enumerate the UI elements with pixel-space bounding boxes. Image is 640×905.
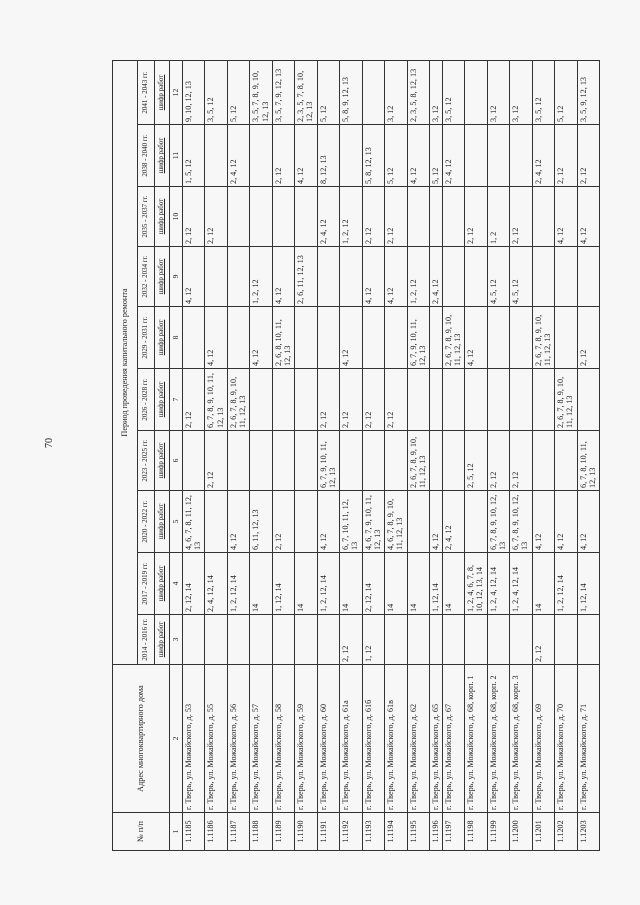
work-cipher-cell: 3, 12 <box>385 60 407 124</box>
work-cipher-cell: 1, 2, 12 <box>340 187 362 247</box>
row-address: г. Тверь, ул. Можайского, д. 58 <box>272 665 294 813</box>
table-row <box>510 60 532 850</box>
work-cipher-cell: 4, 12 <box>407 125 429 187</box>
row-address: г. Тверь, ул. Можайского, д. 68, корп. 1 <box>465 665 487 813</box>
work-cipher-cell: 2, 12 <box>510 187 532 247</box>
work-cipher-cell: 2, 12 <box>183 369 205 431</box>
column-index: 11 <box>170 125 183 187</box>
row-number: 1.1189 <box>272 813 294 851</box>
work-cipher-cell <box>340 125 362 187</box>
table-row <box>532 60 554 850</box>
work-cipher-cell: 6, 7, 10, 11, 12, 13 <box>340 491 362 553</box>
work-cipher-cell: 1, 12, 14 <box>272 553 294 615</box>
cipher-header: шифр работ <box>155 187 170 247</box>
work-cipher-cell: 2, 12 <box>317 369 339 431</box>
work-cipher-cell <box>442 615 464 665</box>
period-header: 2026 - 2028 гг. <box>138 369 155 431</box>
work-cipher-cell <box>429 369 442 431</box>
work-cipher-cell: 1, 12, 14 <box>577 553 600 615</box>
period-header: 2032 - 2034 гг. <box>138 247 155 307</box>
work-cipher-cell: 1, 2, 12 <box>407 247 429 307</box>
column-index: 3 <box>170 615 183 665</box>
period-header: 2041 - 2043 гг. <box>138 60 155 124</box>
col-num-header: № п/п <box>113 813 170 851</box>
work-cipher-cell: 4, 12 <box>205 307 227 369</box>
work-cipher-cell <box>205 247 227 307</box>
row-address: г. Тверь, ул. Можайского, д. 61а <box>340 665 362 813</box>
work-cipher-cell <box>362 431 384 491</box>
work-cipher-cell: 6, 7, 8, 9, 10, 12, 13 <box>487 491 509 553</box>
table-row <box>227 60 249 850</box>
work-cipher-cell: 1, 2, 4, 12, 14 <box>510 553 532 615</box>
work-cipher-cell <box>227 307 249 369</box>
work-cipher-cell: 4, 12 <box>555 187 577 247</box>
row-address: г. Тверь, ул. Можайского, д. 62 <box>407 665 429 813</box>
work-cipher-cell: 2, 6, 8, 10, 11, 12, 13 <box>272 307 294 369</box>
work-cipher-cell <box>272 431 294 491</box>
work-cipher-cell: 4, 12 <box>272 247 294 307</box>
table-row <box>577 60 600 850</box>
work-cipher-cell <box>295 615 317 665</box>
work-cipher-cell <box>295 431 317 491</box>
work-cipher-cell: 4, 12 <box>532 491 554 553</box>
work-cipher-cell <box>487 125 509 187</box>
work-cipher-cell: 14 <box>295 553 317 615</box>
row-address: г. Тверь, ул. Можайского, д. 70 <box>555 665 577 813</box>
work-cipher-cell: 2, 12 <box>465 187 487 247</box>
work-cipher-cell: 14 <box>442 553 464 615</box>
work-cipher-cell <box>183 431 205 491</box>
work-cipher-cell: 3, 5, 12 <box>442 60 464 124</box>
work-cipher-cell <box>227 187 249 247</box>
work-cipher-cell <box>250 187 272 247</box>
table-row <box>340 60 362 850</box>
work-cipher-cell: 5, 12 <box>227 60 249 124</box>
work-cipher-cell: 3, 5, 12 <box>532 60 554 124</box>
row-number: 1.1197 <box>442 813 464 851</box>
row-number: 1.1191 <box>317 813 339 851</box>
work-cipher-cell <box>317 247 339 307</box>
work-cipher-cell <box>465 491 487 553</box>
work-cipher-cell: 1, 2, 4, 12, 14 <box>487 553 509 615</box>
work-cipher-cell <box>442 187 464 247</box>
work-cipher-cell <box>340 431 362 491</box>
work-cipher-cell <box>362 60 384 124</box>
work-cipher-cell: 1, 2, 12, 14 <box>317 553 339 615</box>
period-header: 2038 - 2040 гг. <box>138 125 155 187</box>
work-cipher-cell <box>295 369 317 431</box>
work-cipher-cell <box>510 125 532 187</box>
column-index: 8 <box>170 307 183 369</box>
table-row <box>555 60 577 850</box>
table-row <box>442 60 464 850</box>
work-cipher-cell <box>555 307 577 369</box>
work-cipher-cell <box>465 60 487 124</box>
work-cipher-cell <box>407 369 429 431</box>
work-cipher-cell: 3, 5, 7, 9, 12, 13 <box>272 60 294 124</box>
work-cipher-cell: 3, 5, 9, 12, 13 <box>577 60 600 124</box>
row-number: 1.1199 <box>487 813 509 851</box>
work-cipher-cell <box>295 307 317 369</box>
cipher-header: шифр работ <box>155 369 170 431</box>
column-index: 7 <box>170 369 183 431</box>
work-cipher-cell: 4, 12 <box>362 247 384 307</box>
repair-schedule-table <box>112 60 600 851</box>
work-cipher-cell: 2, 4, 12 <box>532 125 554 187</box>
row-number: 1.1186 <box>205 813 227 851</box>
work-cipher-cell <box>272 615 294 665</box>
work-cipher-cell: 9, 10, 12, 13 <box>183 60 205 124</box>
work-cipher-cell <box>250 615 272 665</box>
cipher-header: шифр работ <box>155 247 170 307</box>
cipher-header: шифр работ <box>155 307 170 369</box>
period-header: 2014 - 2016 гг. <box>138 615 155 665</box>
work-cipher-cell: 1, 2, 4, 6, 7, 8, 10, 12, 13, 14 <box>465 553 487 615</box>
work-cipher-cell <box>385 307 407 369</box>
column-index: 12 <box>170 60 183 124</box>
row-number: 1.1198 <box>465 813 487 851</box>
work-cipher-cell: 14 <box>250 553 272 615</box>
row-address: г. Тверь, ул. Можайского, д. 60 <box>317 665 339 813</box>
column-index: 10 <box>170 187 183 247</box>
work-cipher-cell: 3, 12 <box>429 60 442 124</box>
table-body <box>183 60 600 850</box>
work-cipher-cell: 1, 2, 12, 14 <box>555 553 577 615</box>
work-cipher-cell: 5, 8, 12, 13 <box>362 125 384 187</box>
work-cipher-cell <box>272 369 294 431</box>
work-cipher-cell <box>429 187 442 247</box>
work-cipher-cell: 4, 12 <box>227 491 249 553</box>
column-index: 9 <box>170 247 183 307</box>
work-cipher-cell <box>555 247 577 307</box>
work-cipher-cell: 3, 5, 12 <box>205 60 227 124</box>
work-cipher-cell: 1, 12 <box>362 615 384 665</box>
period-header: 2023 - 2025 гг. <box>138 431 155 491</box>
work-cipher-cell <box>532 431 554 491</box>
work-cipher-cell: 5, 8, 9, 12, 13 <box>340 60 362 124</box>
work-cipher-cell <box>407 615 429 665</box>
work-cipher-cell: 2, 12 <box>555 125 577 187</box>
work-cipher-cell <box>407 187 429 247</box>
work-cipher-cell: 2, 12 <box>385 369 407 431</box>
work-cipher-cell: 2, 6, 11, 12, 13 <box>295 247 317 307</box>
work-cipher-cell <box>340 247 362 307</box>
work-cipher-cell <box>442 247 464 307</box>
work-cipher-cell <box>205 491 227 553</box>
table-row <box>362 60 384 850</box>
work-cipher-cell: 2, 12 <box>362 187 384 247</box>
table-row <box>487 60 509 850</box>
work-cipher-cell: 4, 12 <box>577 187 600 247</box>
work-cipher-cell: 4, 12 <box>577 491 600 553</box>
work-cipher-cell: 2, 4, 12 <box>317 187 339 247</box>
work-cipher-cell: 2, 6, 7, 8, 9, 10, 11, 12, 13 <box>532 307 554 369</box>
work-cipher-cell <box>510 369 532 431</box>
cipher-header: шифр работ <box>155 431 170 491</box>
work-cipher-cell: 2, 12 <box>205 431 227 491</box>
work-cipher-cell <box>577 369 600 431</box>
work-cipher-cell <box>429 307 442 369</box>
work-cipher-cell: 2, 12, 14 <box>362 553 384 615</box>
work-cipher-cell <box>205 125 227 187</box>
work-cipher-cell <box>442 431 464 491</box>
work-cipher-cell <box>577 615 600 665</box>
work-cipher-cell: 2, 12, 14 <box>183 553 205 615</box>
work-cipher-cell: 5, 12 <box>317 60 339 124</box>
row-number: 1.1202 <box>555 813 577 851</box>
work-cipher-cell: 6, 7, 8, 10, 11, 12, 13 <box>577 431 600 491</box>
work-cipher-cell: 3, 5, 7, 8, 9, 10, 12, 13 <box>250 60 272 124</box>
work-cipher-cell <box>183 307 205 369</box>
work-cipher-cell: 4, 6, 7, 8, 11, 12, 13 <box>183 491 205 553</box>
work-cipher-cell <box>429 615 442 665</box>
row-address: г. Тверь, ул. Можайского, д. 68, корп. 3 <box>510 665 532 813</box>
work-cipher-cell <box>250 369 272 431</box>
work-cipher-cell: 1, 2, 12 <box>250 247 272 307</box>
work-cipher-cell: 2, 4, 12 <box>442 491 464 553</box>
work-cipher-cell <box>532 187 554 247</box>
table-row <box>250 60 272 850</box>
work-cipher-cell <box>487 369 509 431</box>
column-index: 5 <box>170 491 183 553</box>
work-cipher-cell <box>510 615 532 665</box>
work-cipher-cell: 4, 5, 12 <box>487 247 509 307</box>
work-cipher-cell <box>532 369 554 431</box>
index-row <box>170 60 183 850</box>
period-header: 2035 - 2037 гг. <box>138 187 155 247</box>
row-address: г. Тверь, ул. Можайского, д. 56 <box>227 665 249 813</box>
work-cipher-cell <box>205 615 227 665</box>
work-cipher-cell: 1, 12, 14 <box>429 553 442 615</box>
column-index: 1 <box>170 813 183 851</box>
work-cipher-cell: 2, 4, 12 <box>429 247 442 307</box>
work-cipher-cell: 4, 12 <box>555 491 577 553</box>
work-cipher-cell: 6, 7, 8, 9, 10, 12, 13 <box>510 491 532 553</box>
work-cipher-cell <box>183 615 205 665</box>
row-address: г. Тверь, ул. Можайского, д. 69 <box>532 665 554 813</box>
work-cipher-cell <box>250 431 272 491</box>
work-cipher-cell: 2, 3, 5, 7, 8, 10, 12, 13 <box>295 60 317 124</box>
period-title: Период проведения капитального ремонта <box>113 60 138 664</box>
page-number: 70 <box>44 438 55 448</box>
work-cipher-cell: 1, 2 <box>487 187 509 247</box>
cipher-header: шифр работ <box>155 491 170 553</box>
work-cipher-cell: 2, 6, 7, 8, 9, 10, 11, 12, 13 <box>227 369 249 431</box>
work-cipher-cell: 2, 4, 12 <box>227 125 249 187</box>
work-cipher-cell <box>295 187 317 247</box>
work-cipher-cell: 4, 12 <box>183 247 205 307</box>
work-cipher-cell <box>465 369 487 431</box>
work-cipher-cell: 4, 12 <box>429 491 442 553</box>
col-address-header: Адрес многоквартирного дома <box>113 665 170 813</box>
column-index: 4 <box>170 553 183 615</box>
work-cipher-cell: 5, 12 <box>429 125 442 187</box>
work-cipher-cell <box>317 307 339 369</box>
row-address: г. Тверь, ул. Можайского, д. 55 <box>205 665 227 813</box>
work-cipher-cell: 14 <box>340 553 362 615</box>
row-address: г. Тверь, ул. Можайского, д. 53 <box>183 665 205 813</box>
work-cipher-cell: 2, 3, 5, 8, 12, 13 <box>407 60 429 124</box>
work-cipher-cell: 4, 6, 7, 9, 10, 11, 12, 13 <box>362 491 384 553</box>
work-cipher-cell: 4, 5, 12 <box>510 247 532 307</box>
work-cipher-cell: 8, 12, 13 <box>317 125 339 187</box>
work-cipher-cell: 2, 12 <box>362 369 384 431</box>
work-cipher-cell <box>465 247 487 307</box>
work-cipher-cell: 3, 12 <box>487 60 509 124</box>
table-row <box>465 60 487 850</box>
work-cipher-cell: 1, 2, 12, 14 <box>227 553 249 615</box>
work-cipher-cell: 2, 12 <box>340 615 362 665</box>
work-cipher-cell <box>227 247 249 307</box>
work-cipher-cell <box>555 431 577 491</box>
work-cipher-cell: 14 <box>385 553 407 615</box>
work-cipher-cell <box>465 615 487 665</box>
table-row <box>317 60 339 850</box>
work-cipher-cell: 6, 7, 8, 9, 10, 11, 12, 13 <box>205 369 227 431</box>
work-cipher-cell <box>429 431 442 491</box>
work-cipher-cell <box>465 125 487 187</box>
row-address: г. Тверь, ул. Можайского, д. 67 <box>442 665 464 813</box>
work-cipher-cell <box>250 125 272 187</box>
work-cipher-cell: 5, 12 <box>555 60 577 124</box>
table-row <box>183 60 205 850</box>
work-cipher-cell <box>317 615 339 665</box>
work-cipher-cell <box>295 491 317 553</box>
work-cipher-cell: 14 <box>532 553 554 615</box>
row-number: 1.1193 <box>362 813 384 851</box>
row-number: 1.1187 <box>227 813 249 851</box>
table-row <box>205 60 227 850</box>
work-cipher-cell <box>510 307 532 369</box>
row-address: г. Тверь, ул. Можайского, д. 59 <box>295 665 317 813</box>
work-cipher-cell: 2, 12 <box>385 187 407 247</box>
work-cipher-cell: 2, 12 <box>532 615 554 665</box>
work-cipher-cell: 4, 12 <box>385 247 407 307</box>
work-cipher-cell: 2, 6, 7, 8, 9, 10, 11, 12, 13 <box>442 307 464 369</box>
row-address: г. Тверь, ул. Можайского, д. 71 <box>577 665 600 813</box>
work-cipher-cell <box>272 187 294 247</box>
work-cipher-cell: 3, 12 <box>510 60 532 124</box>
table-row <box>429 60 442 850</box>
work-cipher-cell: 4, 6, 7, 8, 9, 10, 11, 12, 13 <box>385 491 407 553</box>
cipher-header: шифр работ <box>155 125 170 187</box>
work-cipher-cell <box>532 247 554 307</box>
work-cipher-cell: 2, 6, 7, 8, 9, 10, 11, 12, 13 <box>555 369 577 431</box>
row-number: 1.1190 <box>295 813 317 851</box>
row-address: г. Тверь, ул. Можайского, д. 61б <box>362 665 384 813</box>
work-cipher-cell <box>362 307 384 369</box>
table-row <box>407 60 429 850</box>
row-number: 1.1195 <box>407 813 429 851</box>
table-row <box>385 60 407 850</box>
period-header: 2017 - 2019 гг. <box>138 553 155 615</box>
work-cipher-cell: 2, 12 <box>205 187 227 247</box>
work-cipher-cell <box>227 431 249 491</box>
work-cipher-cell: 6, 7, 9, 10, 11, 12, 13 <box>407 307 429 369</box>
row-address: г. Тверь, ул. Можайского, д. 57 <box>250 665 272 813</box>
work-cipher-cell: 2, 4, 12, 14 <box>205 553 227 615</box>
work-cipher-cell: 4, 12 <box>340 307 362 369</box>
work-cipher-cell <box>442 369 464 431</box>
row-address: г. Тверь, ул. Можайского, д. 61в <box>385 665 407 813</box>
work-cipher-cell: 4, 12 <box>250 307 272 369</box>
work-cipher-cell: 2, 12 <box>577 307 600 369</box>
work-cipher-cell <box>227 615 249 665</box>
row-address: г. Тверь, ул. Можайского, д. 65 <box>429 665 442 813</box>
work-cipher-cell: 6, 7, 9, 10, 11, 12, 13 <box>317 431 339 491</box>
work-cipher-cell: 4, 12 <box>295 125 317 187</box>
work-cipher-cell <box>487 615 509 665</box>
work-cipher-cell: 2, 12 <box>340 369 362 431</box>
work-cipher-cell: 2, 5, 12 <box>465 431 487 491</box>
cipher-header: шифр работ <box>155 553 170 615</box>
rotated-table-wrapper <box>112 61 600 851</box>
work-cipher-cell: 2, 12 <box>577 125 600 187</box>
work-cipher-cell: 2, 4, 12 <box>442 125 464 187</box>
work-cipher-cell: 2, 12 <box>183 187 205 247</box>
period-header: 2029 - 2031 гг. <box>138 307 155 369</box>
work-cipher-cell <box>555 615 577 665</box>
row-number: 1.1196 <box>429 813 442 851</box>
row-number: 1.1203 <box>577 813 600 851</box>
row-number: 1.1192 <box>340 813 362 851</box>
work-cipher-cell <box>385 431 407 491</box>
table-row <box>295 60 317 850</box>
work-cipher-cell: 6, 11, 12, 13 <box>250 491 272 553</box>
row-number: 1.1200 <box>510 813 532 851</box>
work-cipher-cell: 2, 12 <box>272 491 294 553</box>
cipher-header: шифр работ <box>155 60 170 124</box>
work-cipher-cell: 1, 5, 12 <box>183 125 205 187</box>
work-cipher-cell: 5, 12 <box>385 125 407 187</box>
row-number: 1.1188 <box>250 813 272 851</box>
work-cipher-cell: 2, 12 <box>487 431 509 491</box>
work-cipher-cell: 14 <box>407 553 429 615</box>
work-cipher-cell <box>577 247 600 307</box>
row-address: г. Тверь, ул. Можайского, д. 68, корп. 2 <box>487 665 509 813</box>
cipher-header: шифр работ <box>155 615 170 665</box>
row-number: 1.1185 <box>183 813 205 851</box>
row-number: 1.1201 <box>532 813 554 851</box>
row-number: 1.1194 <box>385 813 407 851</box>
work-cipher-cell <box>487 307 509 369</box>
work-cipher-cell <box>385 615 407 665</box>
work-cipher-cell: 2, 12 <box>510 431 532 491</box>
work-cipher-cell: 2, 12 <box>272 125 294 187</box>
column-index: 2 <box>170 665 183 813</box>
period-header: 2020 - 2022 гг. <box>138 491 155 553</box>
work-cipher-cell <box>407 491 429 553</box>
work-cipher-cell: 2, 6, 7, 8, 9, 10, 11, 12, 13 <box>407 431 429 491</box>
column-index: 6 <box>170 431 183 491</box>
table-row <box>272 60 294 850</box>
work-cipher-cell: 4, 12 <box>465 307 487 369</box>
work-cipher-cell: 4, 12 <box>317 491 339 553</box>
